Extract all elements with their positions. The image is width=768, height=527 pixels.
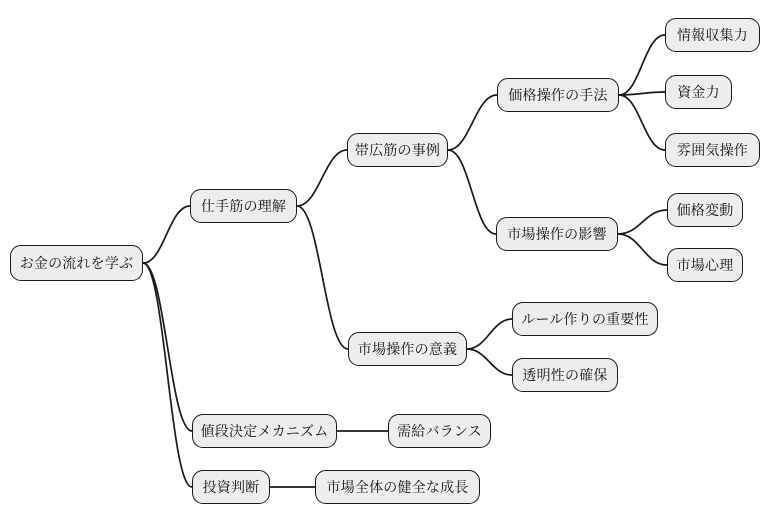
node-market-psychology: 市場心理 <box>667 248 743 282</box>
edge-obihiro-to-methods <box>448 95 497 150</box>
node-rule-making-importance: ルール作りの重要性 <box>512 302 658 336</box>
node-understanding-speculators: 仕手筋の理解 <box>190 189 297 223</box>
edge-methods-to-mood <box>619 95 665 150</box>
node-capital-power: 資金力 <box>665 75 732 109</box>
node-investment-decision: 投資判断 <box>192 470 270 504</box>
node-price-determination-mechanism: 値段決定メカニズム <box>192 414 337 448</box>
node-price-fluctuation: 価格変動 <box>667 193 743 227</box>
node-obihiro-case: 帯広筋の事例 <box>347 133 448 167</box>
node-market-manipulation-impact: 市場操作の影響 <box>496 217 618 251</box>
edge-significance-to-rules <box>467 319 512 349</box>
edge-methods-to-info-gathering <box>619 35 665 95</box>
node-supply-demand-balance: 需給バランス <box>388 414 491 448</box>
node-learn-money-flow: お金の流れを学ぶ <box>10 245 143 281</box>
edge-significance-to-transparency <box>467 349 512 375</box>
edge-impact-to-fluctuation <box>618 210 667 234</box>
node-healthy-market-growth: 市場全体の健全な成長 <box>315 470 480 504</box>
node-mood-manipulation: 雰囲気操作 <box>665 133 760 167</box>
edge-impact-to-psychology <box>618 234 667 265</box>
node-info-gathering-power: 情報収集力 <box>665 18 760 52</box>
node-price-manipulation-methods: 価格操作の手法 <box>497 78 619 112</box>
edge-root-to-speculators <box>143 206 190 263</box>
node-transparency-assurance: 透明性の確保 <box>512 358 618 392</box>
edge-obihiro-to-impact <box>448 150 496 234</box>
node-market-manipulation-significance: 市場操作の意義 <box>348 332 467 366</box>
edge-root-to-price-mechanism <box>143 263 192 431</box>
edge-speculators-to-obihiro-case <box>297 150 347 206</box>
edge-speculators-to-significance <box>297 206 348 349</box>
edge-root-to-investment <box>143 263 192 487</box>
